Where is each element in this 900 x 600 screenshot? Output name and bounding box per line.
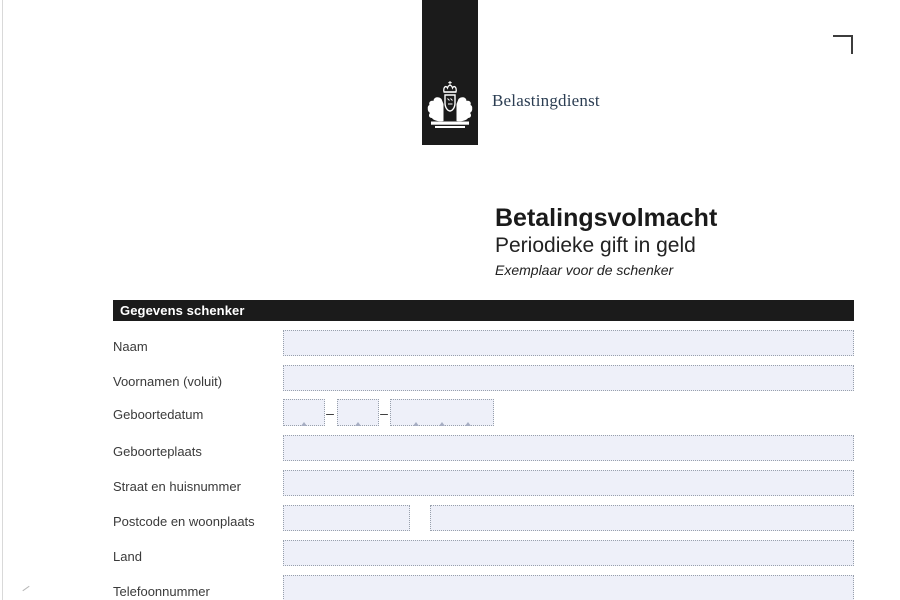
field-label: Geboortedatum (113, 407, 204, 422)
form-row-telefoonnummer (0, 575, 900, 600)
document-title: Betalingsvolmacht (495, 204, 718, 232)
form-row-postcode-woonplaats (0, 505, 900, 535)
field-label: Geboorteplaats (113, 444, 202, 459)
digit-tick (355, 422, 361, 426)
digit-tick (439, 422, 445, 426)
field-label: Straat en huisnummer (113, 479, 241, 494)
form-row-straat (0, 470, 900, 500)
straat-huisnummer-input[interactable] (283, 470, 854, 496)
form-row-voornamen (0, 365, 900, 395)
form-row-land (0, 540, 900, 570)
date-separator: – (380, 405, 388, 421)
naam-input[interactable] (283, 330, 854, 356)
field-label: Land (113, 549, 142, 564)
form-row-geboortedatum (0, 399, 900, 429)
form-row-naam (0, 330, 900, 360)
field-label: Naam (113, 339, 148, 354)
field-label: Voornamen (voluit) (113, 374, 223, 389)
woonplaats-input[interactable] (430, 505, 854, 531)
field-label: Postcode en woonplaats (113, 514, 255, 529)
field-label: Telefoonnummer (113, 584, 210, 599)
voornamen-input[interactable] (283, 365, 854, 391)
page-corner-mark (833, 35, 853, 54)
document-subtitle: Periodieke gift in geld (495, 234, 696, 257)
postcode-input[interactable] (283, 505, 410, 531)
land-input[interactable] (283, 540, 854, 566)
belastingdienst-logo-block (422, 0, 478, 145)
digit-tick (301, 422, 307, 426)
form-row-geboorteplaats (0, 435, 900, 465)
telefoonnummer-input[interactable] (283, 575, 854, 600)
section-header-gegevens-schenker: Gegevens schenker (113, 300, 854, 321)
brand-wordmark: Belastingdienst (492, 91, 600, 110)
digit-tick (465, 422, 471, 426)
document-copy-line: Exemplaar voor de schenker (495, 262, 674, 278)
coat-of-arms-icon (426, 80, 474, 134)
geboorteplaats-input[interactable] (283, 435, 854, 461)
digit-tick (413, 422, 419, 426)
date-separator: – (326, 405, 334, 421)
